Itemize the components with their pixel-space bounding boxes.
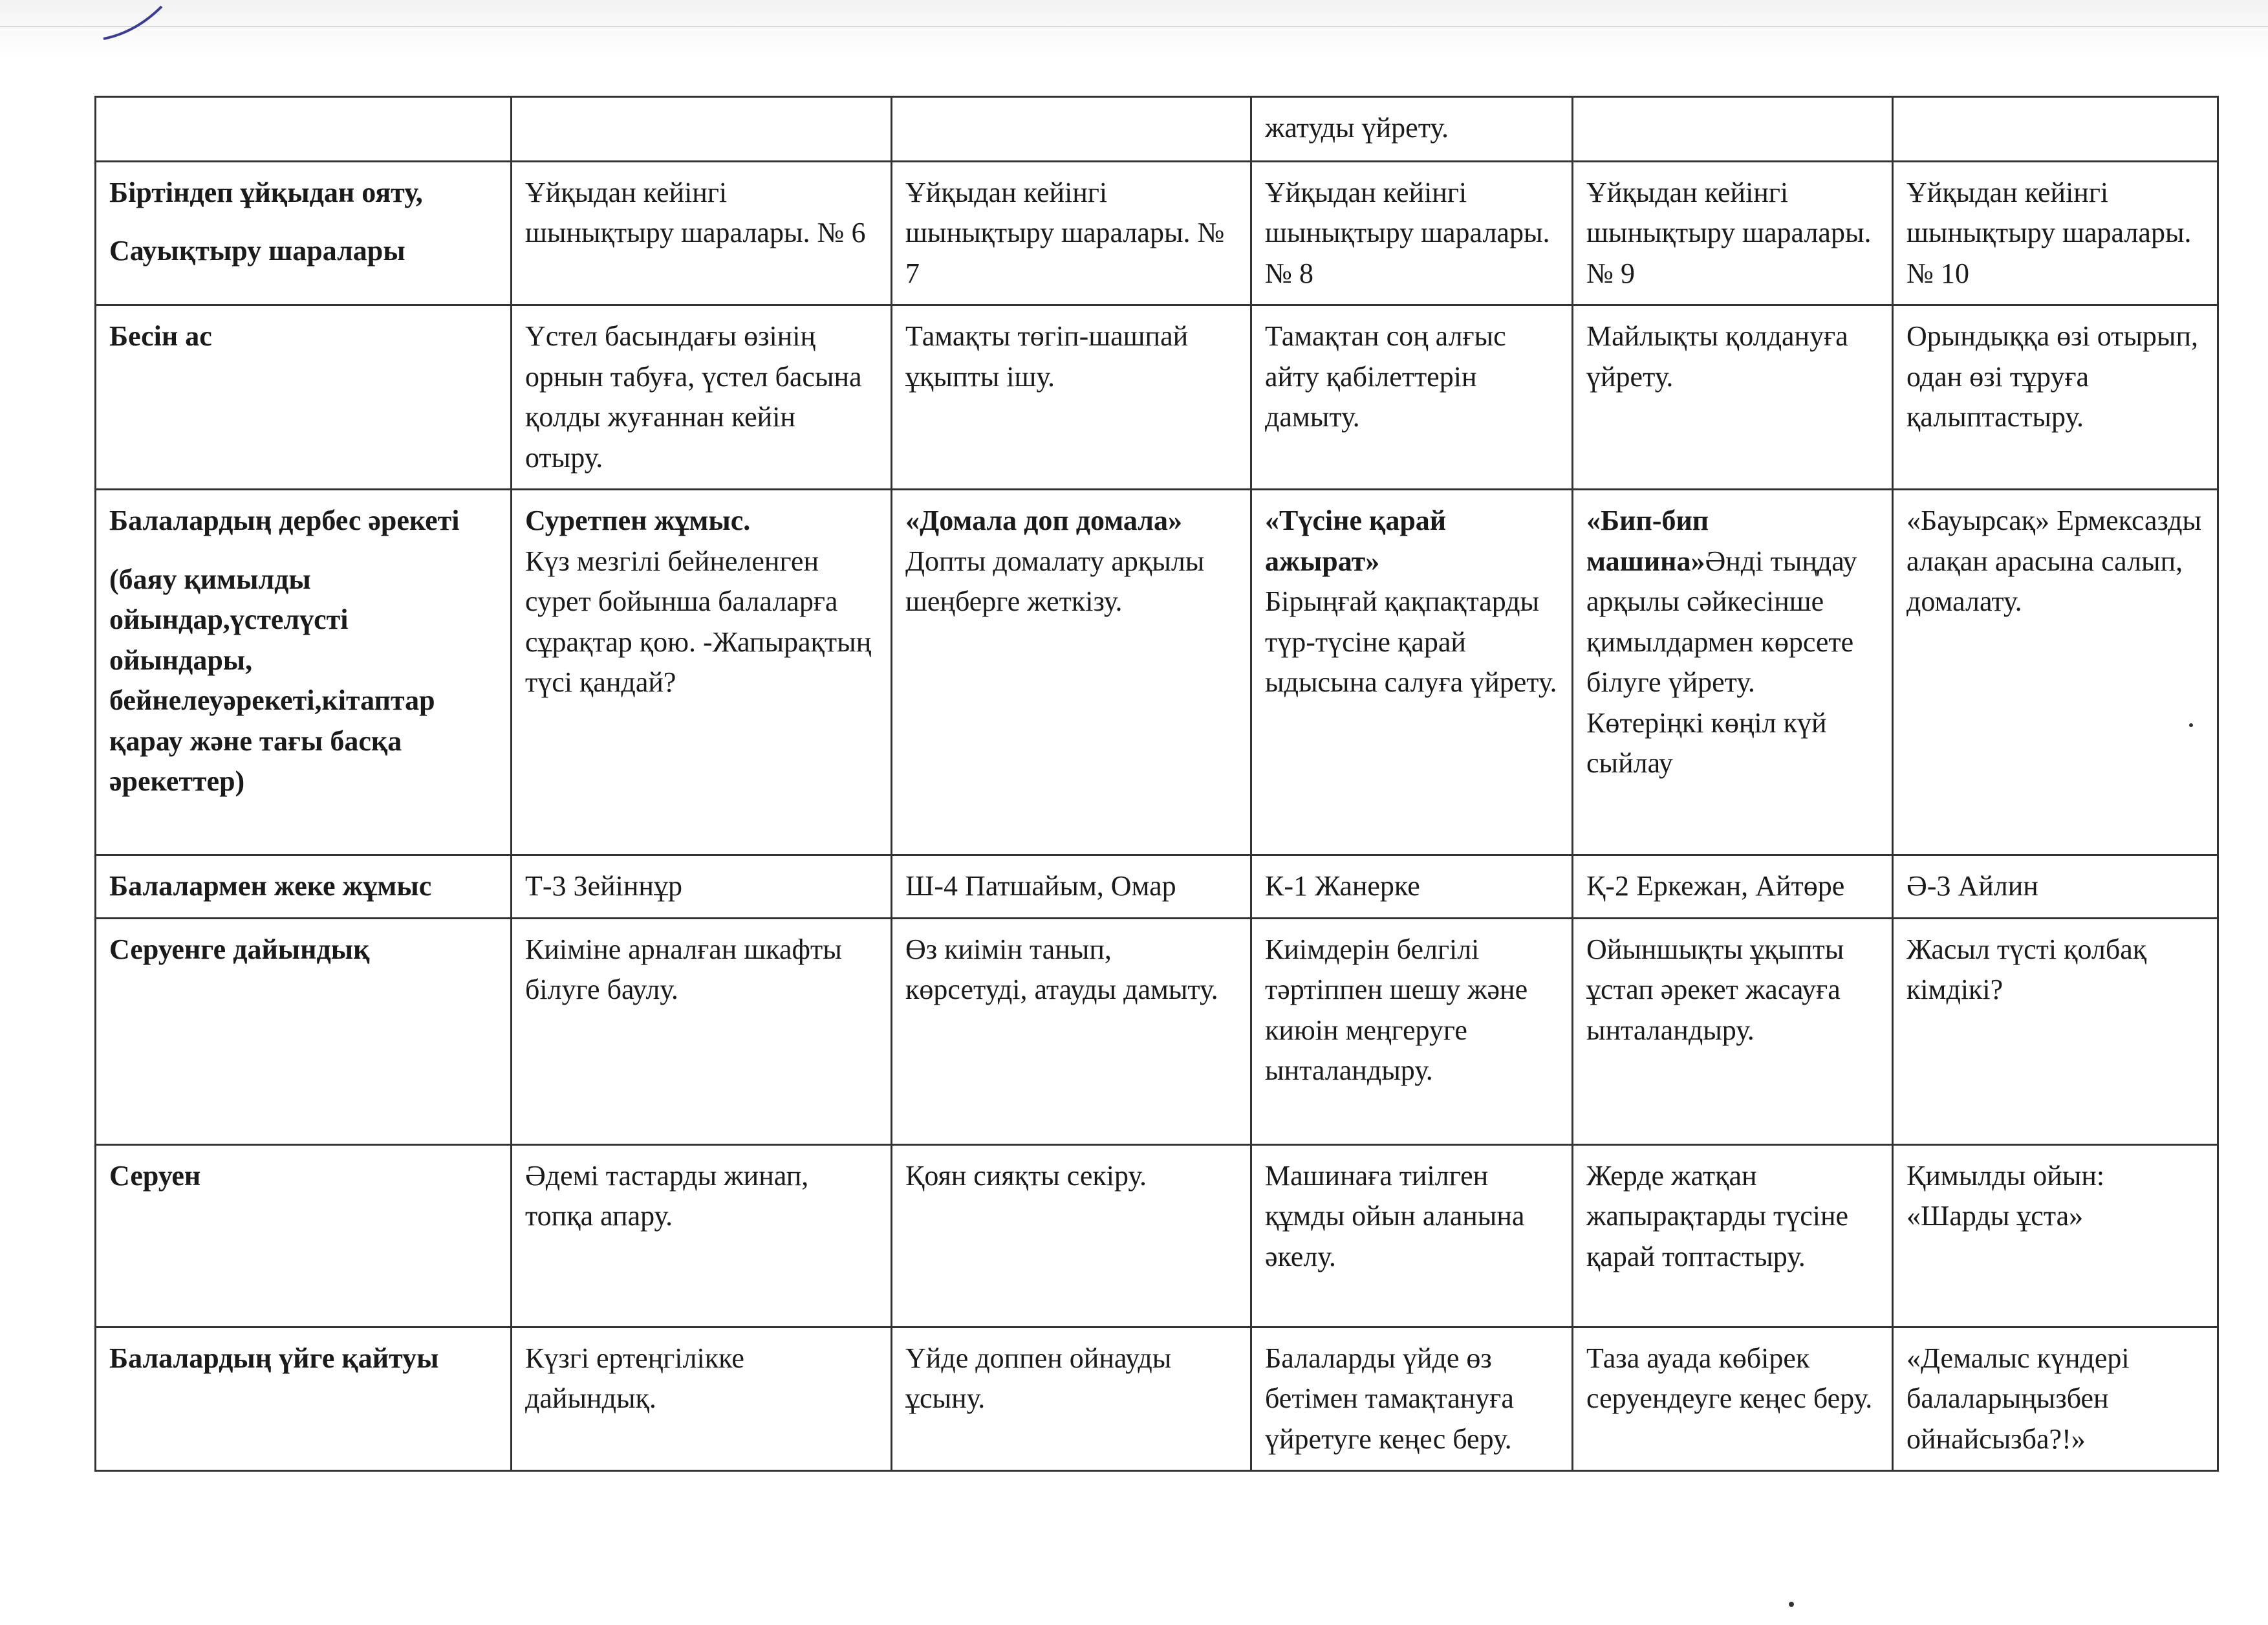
table-row [96,918,2218,1144]
table-cell: Ұйқыдан кейінгі шынықтыру шаралары. № 6 [512,162,892,305]
activity-title: «Бип-бип машина» [1586,505,1709,577]
table-cell: Киімдерін белгілі тәртіппен шешу және киюін меңгеруге ынталандыру. [1251,918,1573,1144]
daily-plan-table [94,96,2219,1472]
table-cell [1573,490,1893,855]
paper-edge [0,26,2268,27]
row-head-subtitle: Сауықтыру шаралары [109,235,405,267]
table-cell: Ұйқыдан кейінгі шынықтыру шаралары. № 8 [1251,162,1573,305]
table-cell: «Демалыс күндері балаларыңызбен ойнайсызба?!» [1893,1327,2218,1470]
row-head-subtitle: (баяу қимылды ойындар,үстелүсті ойындары, бейнелеуәрекеті,кітаптар қарау және тағы басқа әрекеттер) [109,563,435,798]
table-cell: Жасыл түсті қолбақ кімдікі? [1893,918,2218,1144]
table-row [96,305,2218,490]
table-cell: Ұйқыдан кейінгі шынықтыру шаралары. № 7 [892,162,1251,305]
table-cell: Т-3 Зейіннұр [512,855,892,918]
activity-text: Допты домалату арқылы шеңберге жеткізу. [905,545,1205,618]
activity-text: Бірыңғай қақпақтарды түр-түсіне қарай ыдысына салуға үйрету. [1265,585,1557,699]
table-cell: Таза ауада көбірек серуендеуге кеңес беру. [1573,1327,1893,1470]
table-row [96,490,2218,855]
table-cell [892,490,1251,855]
row-head [96,97,512,162]
table-cell: Үстел басындағы өзінің орнын табуға, үстел басына қолды жуғаннан кейін отыру. [512,305,892,490]
table-cell [1893,97,2218,162]
table-cell [512,490,892,855]
table-cell: Күзгі ертеңгілікке дайындық. [512,1327,892,1470]
activity-title: «Домала доп домала» [905,505,1182,537]
activity-text: Әнді тыңдау арқылы сәйкесінше қимылдармен көрсете білуге үйрету. Көтеріңкі көңіл күй сыйлау [1586,545,1857,780]
row-head: Серуенге дайындық [96,918,512,1144]
table-cell: Әдемі тастарды жинап, топқа апару. [512,1144,892,1327]
table-cell: Ә-3 Айлин [1893,855,2218,918]
table-cell [892,97,1251,162]
table-cell [1251,490,1573,855]
speck [1789,1602,1794,1607]
table-cell: Жерде жатқан жапырақтарды түсіне қарай топтастыру. [1573,1144,1893,1327]
table-row [96,855,2218,918]
row-head: Балалардың үйге қайтуы [96,1327,512,1470]
activity-text: «Бауырсақ» Ермексазды алақан арасына салып, домалату. [1906,505,2202,618]
table-row [96,97,2218,162]
table-cell: Машинаға тиілген құмды ойын аланына әкелу. [1251,1144,1573,1327]
table-cell [1573,97,1893,162]
table-cell: Тамақтан соң алғыс айту қабілеттерін дамыту. [1251,305,1573,490]
table-cell: Өз киімін танып, көрсетуді, атауды дамыту. [892,918,1251,1144]
row-head-title: Біртіндеп ұйқыдан ояту, [109,177,423,208]
table-cell: Киіміне арналған шкафты білуге баулу. [512,918,892,1144]
table-cell: Үйде доппен ойнауды ұсыну. [892,1327,1251,1470]
table-row [96,1327,2218,1470]
table-cell: Балаларды үйде өз бетімен тамақтануға үйретуге кеңес беру. [1251,1327,1573,1470]
table-cell: Ұйқыдан кейінгі шынықтыру шаралары. № 10 [1893,162,2218,305]
table-cell [512,97,892,162]
row-head [96,162,512,305]
activity-title: Суретпен жұмыс. [525,505,751,537]
table-cell: Қоян сияқты секіру. [892,1144,1251,1327]
table-cell: Тамақты төгіп-шашпай ұқыпты ішу. [892,305,1251,490]
row-head: Балалармен жеке жұмыс [96,855,512,918]
table-cell: Ш-4 Патшайым, Омар [892,855,1251,918]
pen-mark [97,0,175,52]
table-cell: Орындыққа өзі отырып, одан өзі тұруға қалыптастыру. [1893,305,2218,490]
table-cell: Қ-2 Еркежан, Айтөре [1573,855,1893,918]
activity-title: «Түсіне қарай ажырат» [1265,505,1447,577]
table-cell: Қимылды ойын: «Шарды ұста» [1893,1144,2218,1327]
table-cell: Ойыншықты ұқыпты ұстап әрекет жасауға ынталандыру. [1573,918,1893,1144]
table-cell: К-1 Жанерке [1251,855,1573,918]
activity-text: Күз мезгілі бейнеленген сурет бойынша балаларға сұрақтар қою. -Жапырақтың түсі қандай? [525,545,872,699]
table-cell: жатуды үйрету. [1251,97,1573,162]
table-cell: Майлықты қолдануға үйрету. [1573,305,1893,490]
row-head: Серуен [96,1144,512,1327]
speck [2189,723,2193,727]
row-head-title: Балалардың дербес әрекеті [109,505,460,537]
table-row [96,1144,2218,1327]
table-row [96,162,2218,305]
row-head: Бесін ас [96,305,512,490]
row-head [96,490,512,855]
table-cell: Ұйқыдан кейінгі шынықтыру шаралары. № 9 [1573,162,1893,305]
table-cell [1893,490,2218,855]
